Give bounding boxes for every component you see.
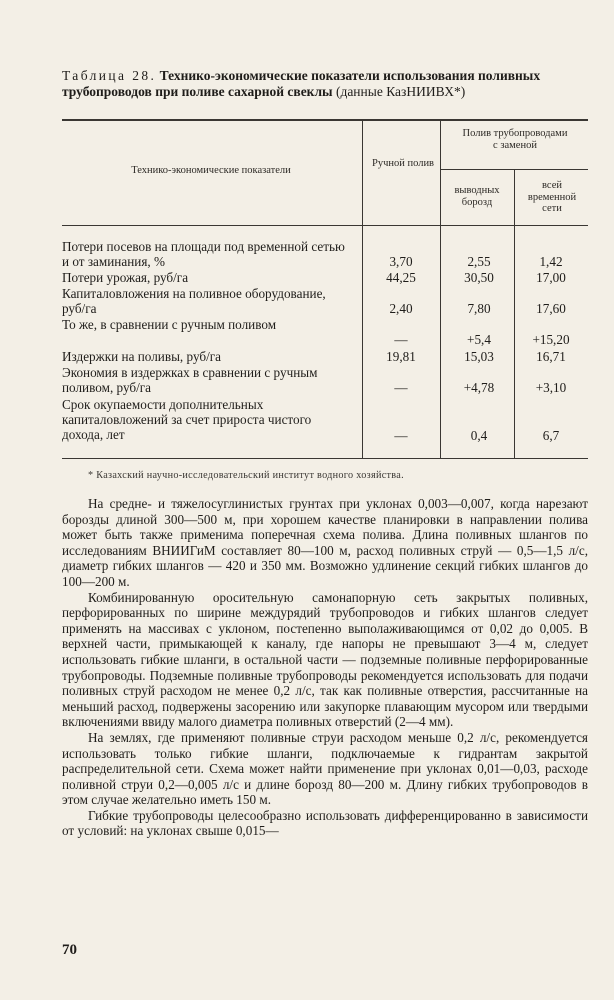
table-label: Таблица 28. xyxy=(62,68,157,83)
row-label: То же, в сравнении с ручным поливом xyxy=(62,317,277,332)
row-network: 17,00 xyxy=(536,270,566,285)
row-network: +3,10 xyxy=(535,380,567,395)
table-header-rule xyxy=(62,225,588,226)
row-furrows: 2,55 xyxy=(467,254,491,269)
row-manual: 44,25 xyxy=(386,270,416,285)
header-indicator: Технико-экономические показатели xyxy=(131,165,291,176)
row-furrows: +4,78 xyxy=(463,380,495,395)
row-manual: 19,81 xyxy=(386,349,416,364)
header-furrows: выводных борозд xyxy=(454,185,500,208)
row-furrows: 30,50 xyxy=(464,270,494,285)
header-temp-network: всей временной сети xyxy=(527,180,577,214)
column-divider-3 xyxy=(514,169,515,458)
paragraph: Гибкие трубопроводы целесообразно использовать дифференцированно в зависимости от условий: на уклонах свыше 0,015— xyxy=(62,807,588,839)
table-title: Технико-экономические показатели использования поливных трубопроводов при поливе сахарной свеклы xyxy=(62,68,541,99)
header-manual: Ручной полив xyxy=(371,158,435,169)
row-manual: — xyxy=(394,332,408,347)
page-number: 70 xyxy=(62,942,77,958)
table-source: (данные КазНИИВХ*) xyxy=(335,83,466,99)
table-caption xyxy=(62,68,590,99)
row-manual: — xyxy=(394,428,408,443)
table-footnote: * Казахский научно-исследовательский институт водного хозяйства. xyxy=(88,470,404,481)
row-label: Экономия в издержках в сравнении с ручным поливом, руб/га xyxy=(62,365,318,396)
row-label: Срок окупаемости дополнительных капиталовложений за счет прироста чистого дохода, лет xyxy=(62,397,312,443)
header-pipelines: Полив трубопроводами с заменой xyxy=(462,128,568,151)
row-furrows: +5,4 xyxy=(467,332,491,347)
row-furrows: 0,4 xyxy=(470,428,488,443)
row-network: 17,60 xyxy=(536,301,566,316)
row-label: Потери урожая, руб/га xyxy=(62,270,189,285)
paragraph: Комбинированную оросительную самонапорную сеть закрытых поливных, перфорированных по ширине междурядий трубопроводов и гибких шлангов следует применять на массивах с уклоном, постепенно выполаживающимся от 0,02 до 0,005. В верхней части, примыкающей к каналу, где напоры не превышают 3—4 м, следует использовать гибкие шланги, в остальной части — подземные поливные перфорированные трубопроводы. Подземные поливные трубопроводы рекомендуется использовать для подачи поливных струй расходом не менее 0,2 л/с, так как поливные отверстия, рассчитанные на меньший расход, подвержены засорению или закупорке плавающим мусором или твердыми включениями ввиду малого диаметра поливных отверстий (2—4 мм). xyxy=(62,589,588,730)
body-text xyxy=(62,496,588,839)
row-network: 1,42 xyxy=(539,254,563,269)
paragraph: На землях, где применяют поливные струи расходом меньше 0,2 л/с, рекомендуется использовать только гибкие шланги, подключаемые к гидрантам закрытой распределительной сети. Схема может найти применение при уклонах 0,01—0,03, расходе поливной струи 0,2—0,005 л/с и длине борозд 80—200 м. Длину гибких трубопроводов в этом случае желательно иметь 150 м. xyxy=(62,729,588,808)
table-bottom-rule xyxy=(62,458,588,459)
column-divider-1 xyxy=(362,119,363,458)
row-label: Капиталовложения на поливное оборудование, руб/га xyxy=(62,286,326,317)
paragraph: На средне- и тяжелосуглинистых грунтах при уклонах 0,003—0,007, когда нарезают борозды длиной 300—500 м, при хорошем качестве планировки в направлении полива может быть также применима поперечная схема полива. Длина поливных шлангов по исследованиям ВНИИГиМ составляет 80—100 м, расход поливных струй — 0,5—1,5 л/с, диаметр гибких шлангов — 420 и 350 мм. Возможно удлинение секций гибких шлангов до 100—200 м. xyxy=(62,496,588,589)
row-label: Издержки на поливы, руб/га xyxy=(62,349,222,364)
table-top-rule xyxy=(62,119,588,121)
row-furrows: 15,03 xyxy=(464,349,494,364)
row-furrows: 7,80 xyxy=(467,301,491,316)
row-label: Потери посевов на площади под временной сетью и от заминания, % xyxy=(62,239,345,270)
row-manual: — xyxy=(394,380,408,395)
row-network: 16,71 xyxy=(536,349,566,364)
row-manual: 2,40 xyxy=(389,301,413,316)
row-network: 6,7 xyxy=(542,428,560,443)
row-network: +15,20 xyxy=(532,332,570,347)
subheader-rule xyxy=(440,169,588,170)
row-manual: 3,70 xyxy=(389,254,413,269)
